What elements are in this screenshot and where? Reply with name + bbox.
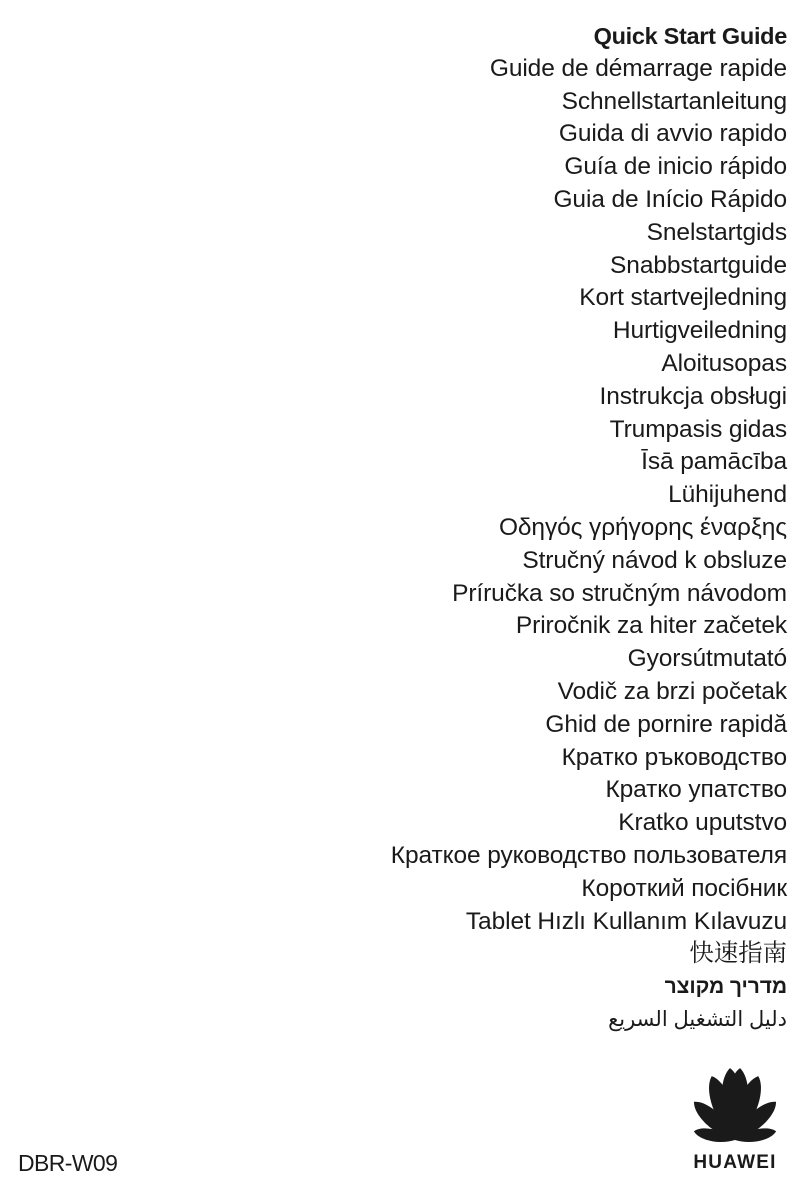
- title-greek: Οδηγός γρήγορης έναρξης: [498, 513, 787, 541]
- guide-title-list: [27, 20, 787, 1037]
- title-estonian: Lühijuhend: [668, 481, 787, 509]
- brand-name: HUAWEI: [693, 1152, 777, 1173]
- title-danish: Kort startvejledning: [579, 284, 787, 312]
- title-croatian: Vodič za brzi početak: [557, 677, 787, 705]
- title-finnish: Aloitusopas: [661, 349, 787, 377]
- title-macedonian: Кратко упатство: [605, 776, 787, 804]
- title-bulgarian: Кратко ръководство: [561, 743, 787, 771]
- title-dutch: Snelstartgids: [646, 218, 787, 246]
- huawei-petal-logo-icon: [685, 1066, 785, 1146]
- title-spanish: Guía de inicio rápido: [564, 153, 787, 181]
- title-latvian: Īsā pamācība: [641, 448, 787, 476]
- title-arabic: دليل التشغيل السريع: [608, 1007, 787, 1031]
- title-portuguese: Guia de Início Rápido: [553, 185, 787, 213]
- model-number: DBR-W09: [18, 1150, 118, 1176]
- title-slovenian: Priročnik za hiter začetek: [515, 612, 787, 640]
- title-russian: Краткое руководство пользователя: [390, 841, 787, 869]
- title-swedish: Snabbstartguide: [610, 251, 787, 279]
- title-chinese: 快速指南: [689, 940, 787, 968]
- title-turkish: Tablet Hızlı Kullanım Kılavuzu: [465, 907, 787, 935]
- title-romanian: Ghid de pornire rapidă: [545, 710, 787, 738]
- title-serbian: Kratko uputstvo: [618, 809, 787, 837]
- title-polish: Instrukcja obsługi: [599, 382, 787, 410]
- title-czech: Stručný návod k obsluze: [522, 546, 787, 574]
- title-german: Schnellstartanleitung: [561, 87, 787, 115]
- title-ukrainian: Короткий посібник: [581, 874, 787, 902]
- title-norwegian: Hurtigveiledning: [612, 317, 787, 345]
- title-french: Guide de démarrage rapide: [489, 54, 787, 82]
- title-hebrew: מדריך מקוצר: [664, 975, 787, 999]
- title-hungarian: Gyorsútmutató: [627, 645, 787, 673]
- title-english: Quick Start Guide: [593, 23, 787, 49]
- title-slovak: Príručka so stručným návodom: [452, 579, 787, 607]
- title-italian: Guida di avvio rapido: [558, 120, 787, 148]
- brand-logo: [683, 1066, 787, 1174]
- title-lithuanian: Trumpasis gidas: [609, 415, 787, 443]
